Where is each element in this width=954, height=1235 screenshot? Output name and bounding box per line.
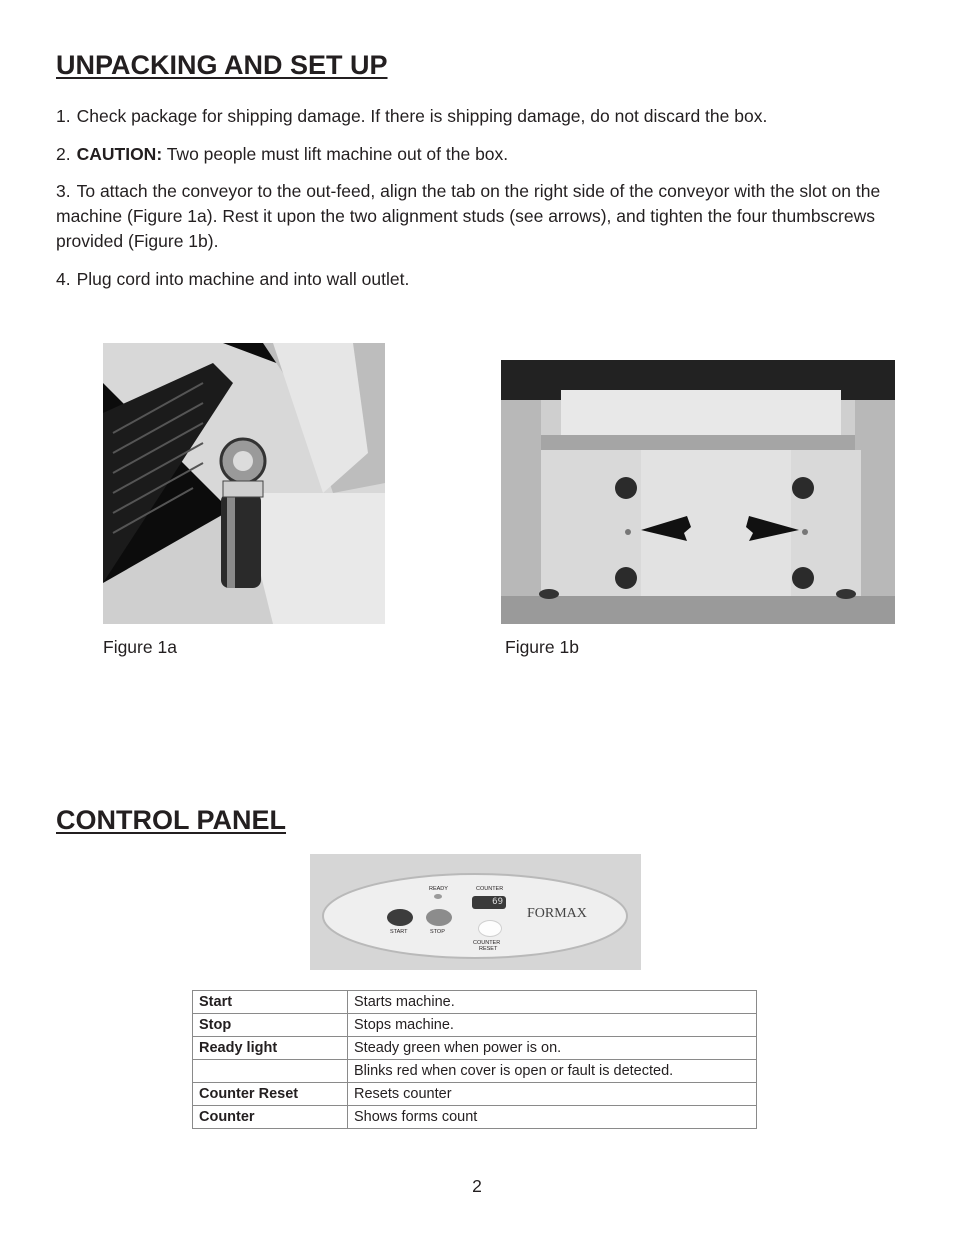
control-description: Steady green when power is on. (348, 1037, 757, 1060)
control-description: Resets counter (348, 1083, 757, 1106)
control-panel-image (310, 854, 641, 970)
table-row (193, 991, 757, 1014)
control-name: Start (193, 991, 348, 1014)
counter-reset-label-1: COUNTER (473, 940, 501, 946)
control-description: Shows forms count (348, 1106, 757, 1129)
step-number: 2. (56, 144, 71, 164)
control-description: Blinks red when cover is open or fault is detected. (348, 1060, 757, 1083)
control-name: Ready light (193, 1037, 348, 1060)
table-row (193, 1060, 757, 1083)
step-text: Plug cord into machine and into wall outlet. (76, 269, 410, 289)
control-name (193, 1060, 348, 1083)
formax-logo: FORMAX (527, 906, 587, 921)
step-number: 4. (56, 269, 71, 289)
step-text: Two people must lift machine out of the box. (162, 144, 509, 164)
table-row (193, 1037, 757, 1060)
control-description: Starts machine. (348, 991, 757, 1014)
step-3 (56, 179, 906, 254)
step-text: Check package for shipping damage. If there is shipping damage, do not discard the box. (76, 106, 768, 126)
control-description: Stops machine. (348, 1014, 757, 1037)
step-text: To attach the conveyor to the out-feed, align the tab on the right side of the conveyor with the slot on the machine (Figure 1a). Rest it upon the two alignment studs (see arrows), and tighten the four thumbscrews provided (Figure 1b). (56, 181, 881, 251)
figure-1a-photo (103, 343, 385, 624)
step-2 (56, 142, 906, 167)
table-row (193, 1106, 757, 1129)
start-button[interactable] (387, 909, 413, 926)
control-name: Counter Reset (193, 1083, 348, 1106)
counter-display: 69 (472, 896, 506, 909)
stop-label: STOP (430, 929, 445, 935)
counter-reset-button[interactable] (478, 920, 502, 937)
ready-label: READY (429, 886, 448, 892)
figure-1b-caption: Figure 1b (505, 637, 579, 657)
table-row (193, 1014, 757, 1037)
counter-reset-label-2: RESET (479, 946, 498, 952)
control-name: Counter (193, 1106, 348, 1129)
step-number: 1. (56, 106, 71, 126)
table-row (193, 1083, 757, 1106)
control-table (192, 990, 757, 1129)
stop-button[interactable] (426, 909, 452, 926)
counter-label: COUNTER (476, 886, 504, 892)
figure-1b-photo (501, 360, 895, 624)
start-label: START (390, 929, 408, 935)
section-title-control-panel: CONTROL PANEL (56, 805, 287, 835)
figure-1a-caption: Figure 1a (103, 637, 177, 657)
section-title-unpacking: UNPACKING AND SET UP (56, 50, 388, 80)
ready-light (434, 894, 442, 899)
step-number: 3. (56, 181, 71, 201)
step-4 (56, 267, 906, 292)
step-1 (56, 104, 906, 129)
caution-label: CAUTION: (76, 144, 163, 164)
page-number: 2 (472, 1176, 482, 1196)
control-name: Stop (193, 1014, 348, 1037)
